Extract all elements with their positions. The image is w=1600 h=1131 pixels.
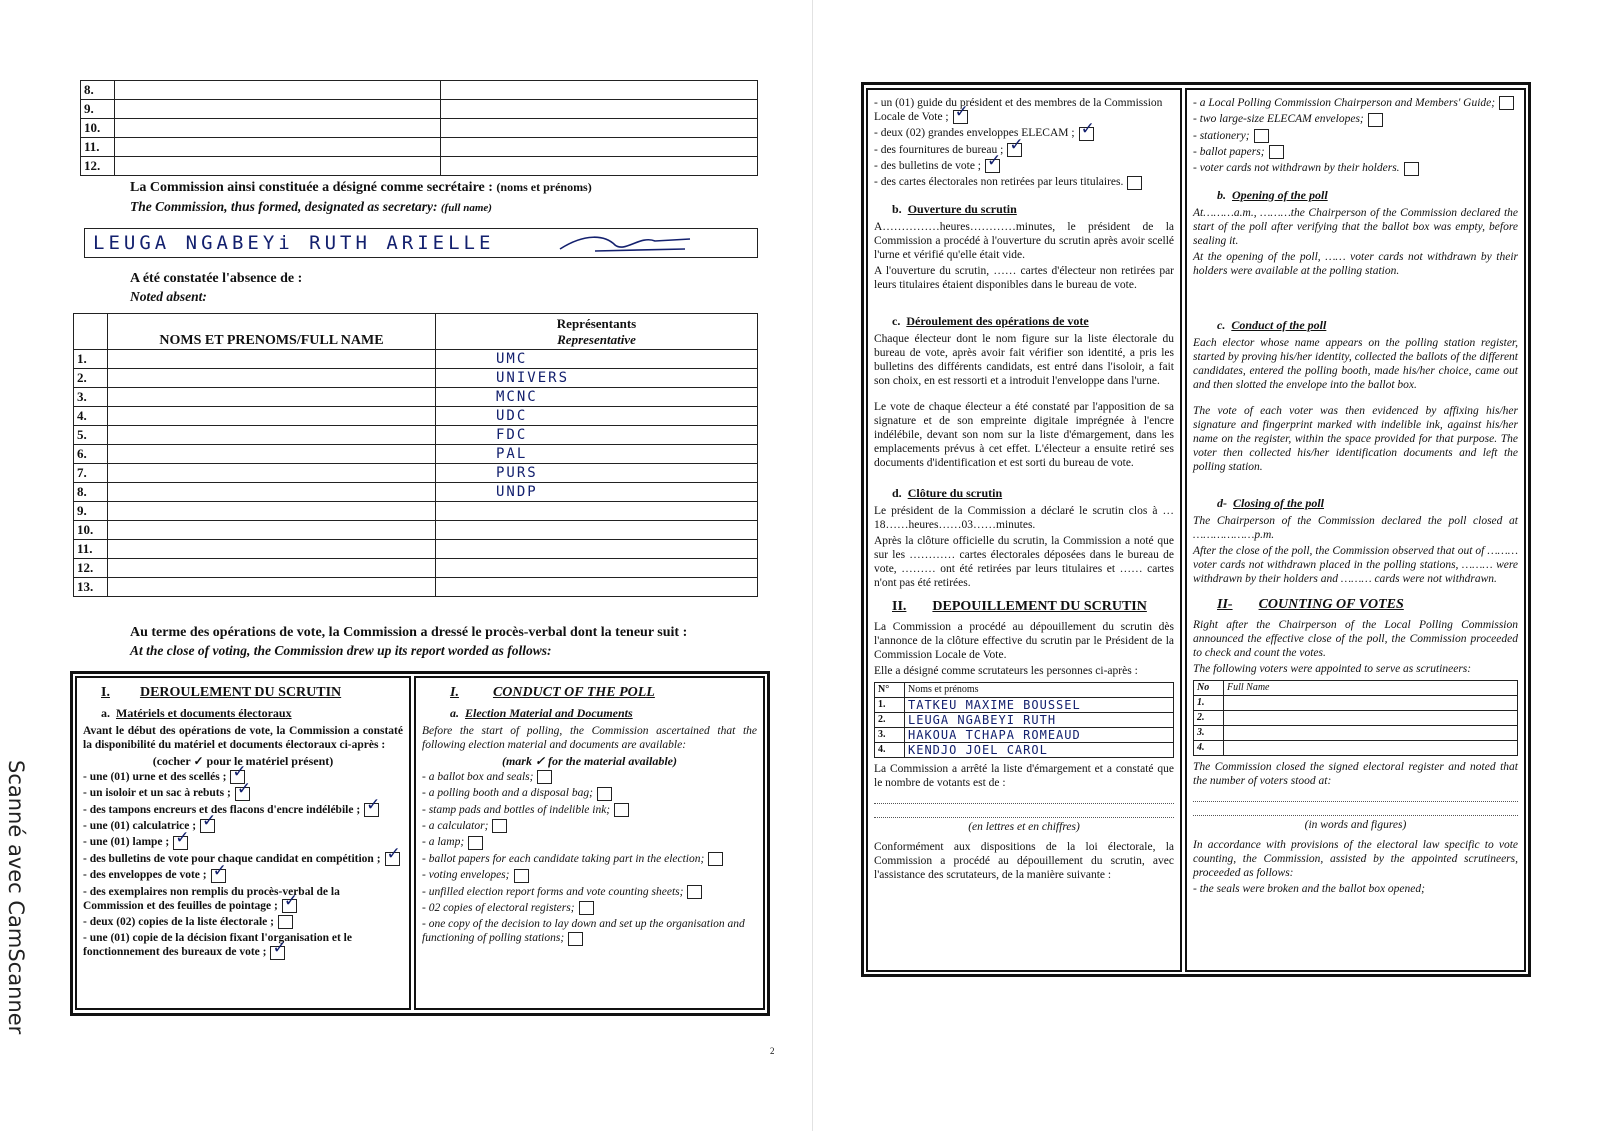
absent-name-cell [108,388,436,407]
material-checkbox[interactable] [614,803,629,817]
material-item [874,126,1174,140]
material-item-label: - une (01) copie de la décision fixant l'organisation et le fonctionnement des bureaux de vote ; [83,932,352,959]
material-item [83,819,403,833]
scrutineer-row [875,712,1174,727]
en-scrutineers-table: No Full Name 1. 2. 3. 4. [1193,680,1518,756]
material-checkbox[interactable] [579,901,594,915]
secretary-label-en: The Commission, thus formed, designated as secretary: (full name) [130,199,492,214]
members-table [80,80,758,176]
en-scrutineer-row [1194,695,1518,710]
material-checkbox[interactable] [708,852,723,866]
absent-rep-cell [436,521,758,540]
absent-row [74,578,758,597]
en-d-p2: After the close of the poll, the Commission observed that out of ……… voter cards not withdrawn placed in the polling stations, ……… were withdrawn by their holders and ……… cards were not withdrawn. [1193,544,1518,585]
absent-name-cell [108,426,436,445]
en-intro: Before the start of polling, the Commission ascertained that the following election material and documents are available: [422,725,757,751]
report-label-en: At the close of voting, the Commission drew up its report worded as follows: [130,643,552,658]
material-item [874,175,1174,189]
absent-rep-value: UDC [496,408,528,424]
en-scrutineer-row [1194,710,1518,725]
material-item-label: - des exemplaires non remplis du procès-verbal de la Commission et des feuilles de pointage ; [83,885,340,912]
absent-rep-cell [436,578,758,597]
en-scrutineer-name [1224,710,1518,725]
fr-words-note: (en lettres et en chiffres) [968,820,1080,833]
material-item [874,143,1174,157]
material-item [874,159,1174,173]
en-scrutineer-name [1224,740,1518,755]
member-row-number: 8. [81,81,115,100]
material-checkbox[interactable] [1404,162,1419,176]
material-item [422,868,757,882]
fr-c-p2: Le vote de chaque électeur a été constaté par l'apposition de sa signature et de son empreinte digitale imprégnée à l'encre indélébile, devant son nom sur la liste d'émargement, dans les emplacements prévus à cet effet. L'électeur a ensuite retiré ses documents d'identification et est sorti du bureau de vote. [874,400,1174,469]
material-item [422,786,757,800]
fr-ii-heading: II. DEPOUILLEMENT DU SCRUTIN [892,598,1147,614]
absent-name-cell [108,502,436,521]
material-checkbox[interactable] [468,836,483,850]
absent-rep-value: UNDP [496,484,538,500]
absent-name-cell [108,407,436,426]
fr-column-right [866,88,1182,972]
material-item-label: - ballot papers for each candidate taking part in the election; [422,852,705,865]
material-item [1193,96,1518,110]
material-item-label: - voting envelopes; [422,869,510,882]
member-row-number: 10. [81,119,115,138]
material-item [83,931,403,959]
absent-rep-value: UNIVERS [496,370,570,386]
material-item [83,885,403,913]
en-subsection-a: a. Election Material and Documents [450,706,633,720]
member-row-number: 9. [81,100,115,119]
material-checkbox[interactable] [385,852,400,866]
absent-row [74,521,758,540]
en-column-conduct [414,676,765,1010]
absent-row [74,445,758,464]
absent-rep-value: MCNC [496,389,538,405]
absent-rep-cell [436,350,758,369]
en-c-p1: Each elector whose name appears on the polling station register, started by proving his/her identity, collected the ballots of the different candidates, entered the polling booth, made his/her choice, came out and then slotted the envelope into the ballot box. [1193,336,1518,391]
scrutineer-number: 3. [875,727,905,742]
absent-name-cell [108,578,436,597]
material-checkbox[interactable] [270,946,285,960]
absent-row [74,502,758,521]
material-checkbox[interactable] [1269,145,1284,159]
fr-instruction: (cocher ✓ pour le matériel présent) [152,754,334,768]
scrutineer-name: TATKEU MAXIME BOUSSEL [905,697,1174,712]
material-item-label: - stamp pads and bottles of indelible ink; [422,803,611,816]
absent-row [74,483,758,502]
absent-row-number: 4. [74,407,108,426]
absent-name-cell [108,483,436,502]
material-item-label: - unfilled election report forms and vote counting sheets; [422,885,684,898]
fr-conform: Conformément aux dispositions de la loi électorale, la Commission a procédé au dépouillement du scrutin, avec l'assistance des scrutateurs, de la manière suivante : [874,840,1174,881]
absent-row [74,426,758,445]
material-item-label: - une (01) calculatrice ; [83,820,197,833]
material-item [83,803,403,817]
member-name-cell [115,81,441,100]
material-item-label: - deux (02) grandes enveloppes ELECAM ; [874,127,1075,140]
material-item-label: - two large-size ELECAM envelopes; [1193,113,1364,126]
member-name-cell [115,119,441,138]
material-item-label: - a Local Polling Commission Chairperson and Members' Guide; [1193,97,1496,109]
absent-row-number: 6. [74,445,108,464]
fr-material-list [83,770,403,960]
absent-row-number: 3. [74,388,108,407]
member-row [81,100,758,119]
member-rep-cell [441,100,758,119]
absent-name-cell [108,369,436,388]
absent-name-cell [108,521,436,540]
absent-rep-cell [436,540,758,559]
en-material-list-cont [1193,96,1518,176]
material-item-label: - ballot papers; [1193,146,1265,159]
material-item-label: - a lamp; [422,836,465,849]
report-label-fr: Au terme des opérations de vote, la Commission a dressé le procès-verbal dont la teneur suit : [130,625,688,640]
fr-b-heading: b. Ouverture du scrutin [892,201,1017,216]
scrutineer-name: HAKOUA TCHAPA ROMEAUD [905,727,1174,742]
absent-row [74,464,758,483]
absent-col-names: NOMS ET PRENOMS/FULL NAME [108,314,436,350]
page-number: 2 [770,1046,775,1056]
material-item-label: - un (01) guide du président et des membres de la Commission Locale de Vote ; [874,97,1163,123]
material-item [422,917,757,945]
scrutineer-number: 4. [875,742,905,757]
material-checkbox[interactable] [953,110,968,124]
material-item-label: - one copy of the decision to lay down and set up the organisation and functioning of polling stations; [422,918,745,945]
absent-row-number: 10. [74,521,108,540]
fr-subsection-a: a. Matériels et documents électoraux [101,706,292,720]
absent-name-cell [108,350,436,369]
member-rep-cell [441,138,758,157]
en-scrutineer-number: 1. [1194,695,1224,710]
material-item-label: - a polling booth and a disposal bag; [422,787,593,800]
material-checkbox[interactable] [1368,113,1383,127]
member-rep-cell [441,119,758,138]
absent-row [74,350,758,369]
en-b-heading: b. Opening of the poll [1217,187,1328,202]
member-row-number: 12. [81,157,115,176]
scrutineer-name: LEUGA NGABEYI RUTH [905,712,1174,727]
absent-label-en: Noted absent: [130,289,207,304]
material-item-label: - une (01) lampe ; [83,836,170,849]
material-checkbox[interactable] [537,770,552,784]
material-checkbox[interactable] [278,915,293,929]
absent-label-fr: A été constatée l'absence de : [130,271,303,286]
material-item [422,885,757,899]
absent-name-cell [108,540,436,559]
material-checkbox[interactable] [235,787,250,801]
absent-row-number: 12. [74,559,108,578]
right-page [812,0,1600,1131]
material-checkbox[interactable] [1079,127,1094,141]
en-scrutineer-number: 3. [1194,725,1224,740]
material-item-label: - des fournitures de bureau ; [874,143,1004,156]
material-item-label: - deux (02) copies de la liste électorale ; [83,915,274,928]
material-item [422,835,757,849]
member-row [81,81,758,100]
scrutineer-name: KENDJO JOEL CAROL [905,742,1174,757]
absent-row [74,559,758,578]
absent-table [73,313,758,597]
member-row-number: 11. [81,138,115,157]
material-item [422,803,757,817]
member-name-cell [115,138,441,157]
en-d-heading: d- Closing of the poll [1217,495,1325,510]
absent-row-number: 7. [74,464,108,483]
material-checkbox[interactable] [211,869,226,883]
fr-ii-p2: Elle a désigné comme scrutateurs les personnes ci-après : [874,664,1138,677]
secretary-name-box [84,228,758,258]
absent-rep-value: PAL [496,446,528,462]
material-item [422,819,757,833]
material-item-label: - une (01) urne et des scellés ; [83,771,227,783]
absent-row-number: 2. [74,369,108,388]
absent-rep-cell [436,369,758,388]
en-scrutineer-row [1194,740,1518,755]
material-checkbox[interactable] [1007,143,1022,157]
material-item [874,96,1174,124]
absent-name-cell [108,559,436,578]
material-checkbox[interactable] [985,159,1000,173]
member-row [81,157,758,176]
en-seals: - the seals were broken and the ballot box opened; [1193,882,1425,895]
material-item [1193,129,1518,143]
fr-b-p1: A……………heures…………minutes, le président de la Commission a procédé à l'ouverture du scrutin après avoir scellé l'urne et vérifié qu'elle était vide. [874,220,1174,261]
material-checkbox[interactable] [173,836,188,850]
en-conform: In accordance with provisions of the electoral law specific to vote counting, the Commission, assisted by the appointed scrutineers, proceeded as follows: [1193,838,1518,879]
absent-rep-value: PURS [496,465,538,481]
material-item-label: - des bulletins de vote ; [874,160,981,173]
material-item [1193,112,1518,126]
en-ii-p2: The following voters were appointed to serve as scrutineers: [1193,662,1472,675]
absent-row [74,540,758,559]
material-item-label: - voter cards not withdrawn by their holders. [1193,162,1400,175]
member-rep-cell [441,81,758,100]
material-item [1193,145,1518,159]
en-c-p2: The vote of each voter was then evidenced by affixing his/her signature and fingerprint marked with indelible ink, against his/her name on the register, within the space provided for that purpose. The voter then collected his/her identification documents and left the polling station. [1193,404,1518,473]
absent-row-number: 9. [74,502,108,521]
material-checkbox[interactable] [282,899,297,913]
member-name-cell [115,100,441,119]
fr-column-deroulement [75,676,411,1010]
material-item [83,786,403,800]
en-b-p2: At the opening of the poll, …… voter cards not withdrawn by their holders were available at the polling station. [1193,250,1518,277]
absent-name-cell [108,464,436,483]
scrutineer-row [875,742,1174,757]
signature-scribble [555,231,695,257]
en-column-right [1185,88,1526,972]
en-ii-p1: Right after the Chairperson of the Local Polling Commission announced the effective close of the poll, the Commission proceeded to check and count the votes. [1193,618,1518,659]
material-checkbox[interactable] [597,787,612,801]
material-checkbox[interactable] [1254,129,1269,143]
fr-material-list-cont [874,96,1174,190]
absent-row-number: 8. [74,483,108,502]
fr-d-heading: d. Clôture du scrutin [892,485,1003,500]
absent-rep-cell [436,464,758,483]
absent-row-number: 5. [74,426,108,445]
material-item-label: - 02 copies of electoral registers; [422,901,575,914]
absent-rep-cell [436,388,758,407]
material-item [83,915,403,929]
scrutineer-row [875,727,1174,742]
absent-row-number: 1. [74,350,108,369]
en-d-p1: The Chairperson of the Commission declared the poll closed at ………………p.m. [1193,514,1518,541]
absent-row [74,407,758,426]
material-item-label: - des bulletins de vote pour chaque candidat en compétition ; [83,852,381,865]
material-item-label: - des tampons encreurs et des flacons d'encre indélébile ; [83,803,361,816]
scrutineer-row [875,697,1174,712]
absent-row-number: 13. [74,578,108,597]
fr-c-p1: Chaque électeur dont le nom figure sur la liste électorale du bureau de vote, après avoir fait vérifier son identité, a pris les bulletins des différents candidats, est entré dans l'isoloir, a fait son choix, en est ressorti et a introduit l'enveloppe dans l'urne. [874,332,1174,387]
material-item-label: - a ballot box and seals; [422,771,534,783]
en-words-note: (in words and figures) [1304,818,1407,831]
absent-row [74,388,758,407]
absent-rep-cell [436,483,758,502]
en-scrutineer-row [1194,725,1518,740]
material-checkbox[interactable] [1499,96,1514,110]
absent-rep-cell [436,407,758,426]
absent-row-number: 11. [74,540,108,559]
material-item [422,852,757,866]
member-name-cell [115,157,441,176]
material-checkbox[interactable] [514,869,529,883]
en-section-title: I. CONDUCT OF THE POLL [450,685,655,700]
material-item [83,835,403,849]
fr-d-p1: Le président de la Commission a déclaré le scrutin clos à …18……heures……03……minutes. [874,504,1174,531]
member-row [81,138,758,157]
absent-rep-cell [436,559,758,578]
material-checkbox[interactable] [1127,176,1142,190]
material-item-label: - un isoloir et un sac à rebuts ; [83,787,231,800]
fr-d-p2: Après la clôture officielle du scrutin, la Commission a noté que sur les ………… cartes électorales déposées dans le bureau de vote, ……… ont été retirées par leurs titulaires et …… cartes n'ont pas été retirées. [874,534,1174,589]
en-scrutineer-name [1224,725,1518,740]
fr-after: La Commission a arrêté la liste d'émargement et a constaté que le nombre de votants est de : [874,762,1174,789]
fr-c-heading: c. Déroulement des opérations de vote [892,313,1089,328]
material-checkbox[interactable] [364,803,379,817]
absent-rep-cell [436,502,758,521]
material-item [83,868,403,882]
material-item-label: - a calculator; [422,820,489,833]
absent-rep-value: UMC [496,351,528,367]
absent-name-cell [108,445,436,464]
fr-b-p2: A l'ouverture du scrutin, …… cartes d'électeur non retirées par leurs titulaires étaient disponibles dans le bureau de vote. [874,264,1174,291]
secretary-label-fr: La Commission ainsi constituée a désigné comme secrétaire : (noms et prénoms) [130,180,592,195]
en-b-p1: At………a.m., ………the Chairperson of the Commission declared the start of the poll after verifying that the ballot box was empty, before sealing it. [1193,206,1518,247]
scrutineer-number: 2. [875,712,905,727]
en-after: The Commission closed the signed electoral register and noted that the number of voters stood at: [1193,760,1518,787]
en-scrutineer-name [1224,695,1518,710]
fr-ii-p1: La Commission a procédé au dépouillement du scrutin dès l'annonce de la clôture effective du scrutin par le Président de la Commission Locale de Vote. [874,620,1174,661]
en-scrutineer-number: 2. [1194,710,1224,725]
member-row [81,119,758,138]
absent-rep-value: FDC [496,427,528,443]
scrutineer-number: 1. [875,697,905,712]
absent-rep-cell [436,426,758,445]
fr-intro: Avant le début des opérations de vote, la Commission a constaté la disponibilité du matériel et documents électoraux ci-après : [83,725,403,751]
material-checkbox[interactable] [687,885,702,899]
material-item-label: - des cartes électorales non retirées par leurs titulaires. [874,176,1124,189]
fr-section-title: I. DEROULEMENT DU SCRUTIN [101,685,342,700]
material-item [422,770,757,784]
en-instruction: (mark ✓ for the material available) [501,754,678,768]
absent-rep-cell [436,445,758,464]
material-item-label: - stationery; [1193,129,1250,142]
material-item-label: - des enveloppes de vote ; [83,869,207,882]
en-scrutineer-number: 4. [1194,740,1224,755]
material-item [83,852,403,866]
en-ii-heading: II- COUNTING OF VOTES [1217,596,1404,612]
material-checkbox[interactable] [492,819,507,833]
scrutineers-table: N° Noms et prénoms 1. TATKEU MAXIME BOUSSEL 2. LEUGA NGABEYI RUTH 3. HAKOUA TCHAPA ROMEAUD 4. KENDJO JOEL CAROL [874,682,1174,758]
camscanner-watermark: Scanné avec CamScanner [4,760,28,1035]
en-c-heading: c. Conduct of the poll [1217,317,1327,332]
material-item [422,901,757,915]
material-checkbox[interactable] [200,819,215,833]
material-checkbox[interactable] [568,932,583,946]
absent-row [74,369,758,388]
material-item [1193,161,1518,175]
member-rep-cell [441,157,758,176]
secretary-name: LEUGA NGABEYi RUTH ARIELLE [93,232,495,254]
absent-col-rep: Représentants Representative [436,314,758,350]
en-material-list [422,770,757,946]
